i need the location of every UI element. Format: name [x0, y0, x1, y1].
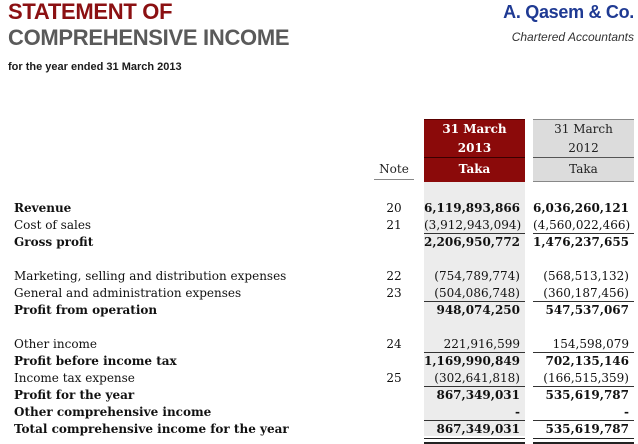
current-year-value: (754,789,774) — [434, 269, 520, 283]
row-note: 22 — [386, 269, 402, 283]
table-row — [0, 336, 638, 353]
note-column-header: Note — [374, 162, 414, 180]
row-label: Cost of sales — [14, 218, 92, 232]
current-year-value: 2,206,950,772 — [424, 235, 521, 249]
row-note: 25 — [386, 371, 402, 385]
current-year-value: (504,086,748) — [434, 286, 520, 300]
row-label: General and administration expenses — [14, 286, 242, 300]
row-label: Profit for the year — [14, 388, 135, 402]
row-label: Other comprehensive income — [14, 405, 212, 419]
subtotal-rule — [424, 420, 525, 421]
subtotal-rule — [533, 301, 634, 302]
previous-year-value: 535,619,787 — [545, 422, 629, 436]
table-row — [0, 387, 638, 404]
firm-name: A. Qasem & Co. — [503, 2, 634, 22]
row-label: Income tax expense — [14, 371, 135, 385]
table-row — [0, 200, 638, 217]
current-year-value: (302,641,818) — [434, 371, 520, 385]
current-year-value: 1,169,990,849 — [424, 354, 521, 368]
current-year-date-line2: 2013 — [457, 141, 492, 155]
previous-year-value: 702,135,146 — [545, 354, 629, 368]
subtotal-rule — [424, 386, 525, 387]
table-row — [0, 217, 638, 234]
previous-year-date-line1: 31 March — [554, 122, 613, 136]
table-row — [0, 234, 638, 251]
row-label: Revenue — [14, 201, 72, 215]
subtotal-rule — [533, 233, 634, 234]
previous-year-unit: Taka — [569, 162, 598, 176]
current-year-value: 948,074,250 — [436, 303, 520, 317]
current-year-value: 867,349,031 — [436, 422, 520, 436]
firm-subtitle: Chartered Accountants — [511, 30, 634, 44]
total-double-rule — [533, 438, 634, 444]
previous-year-header — [533, 119, 634, 182]
table-row — [0, 302, 638, 319]
current-year-unit: Taka — [458, 162, 491, 176]
row-label: Gross profit — [14, 235, 94, 249]
row-label: Profit from operation — [14, 303, 158, 317]
previous-year-value: (166,515,359) — [543, 371, 629, 385]
total-double-rule — [424, 438, 525, 444]
previous-year-value: (360,187,456) — [543, 286, 629, 300]
previous-year-value: - — [624, 405, 629, 419]
table-row — [0, 421, 638, 438]
previous-year-value: 535,619,787 — [545, 388, 629, 402]
row-note: 20 — [386, 201, 402, 215]
subtotal-rule — [533, 420, 634, 421]
current-year-date — [424, 120, 525, 158]
row-label: Other income — [14, 337, 98, 351]
row-label: Total comprehensive income for the year — [14, 422, 289, 436]
row-note: 24 — [386, 337, 402, 351]
table-row — [0, 370, 638, 387]
previous-year-date — [533, 120, 634, 158]
current-year-value: - — [515, 405, 520, 419]
subtotal-rule — [424, 233, 525, 234]
row-note: 23 — [386, 286, 402, 300]
statement-title-line2: COMPREHENSIVE INCOME — [8, 25, 290, 50]
table-row — [0, 353, 638, 370]
subtotal-rule — [533, 352, 634, 353]
previous-year-value: (4,560,022,466) — [533, 218, 631, 232]
current-year-header — [424, 119, 525, 182]
table-row — [0, 285, 638, 302]
current-year-value: 221,916,599 — [443, 337, 520, 351]
current-year-date-line1: 31 March — [442, 122, 507, 136]
table-row — [0, 404, 638, 421]
previous-year-value: (568,513,132) — [543, 269, 629, 283]
subtotal-rule — [533, 386, 634, 387]
previous-year-value: 1,476,237,655 — [533, 235, 630, 249]
statement-title: STATEMENT OF — [8, 0, 173, 24]
current-year-value: 6,119,893,866 — [424, 201, 521, 215]
previous-year-value: 547,537,067 — [545, 303, 629, 317]
table-row — [0, 268, 638, 285]
subtotal-rule — [424, 301, 525, 302]
subtotal-rule — [424, 352, 525, 353]
previous-year-date-line2: 2012 — [568, 141, 599, 155]
row-label: Marketing, selling and distribution expenses — [14, 269, 287, 283]
previous-year-value: 6,036,260,121 — [533, 201, 630, 215]
previous-year-value: 154,598,079 — [552, 337, 629, 351]
row-note: 21 — [386, 218, 402, 232]
period-subtitle: for the year ended 31 March 2013 — [8, 61, 182, 73]
row-label: Profit before income tax — [14, 354, 177, 368]
current-year-value: 867,349,031 — [436, 388, 520, 402]
current-year-value: (3,912,943,094) — [424, 218, 522, 232]
